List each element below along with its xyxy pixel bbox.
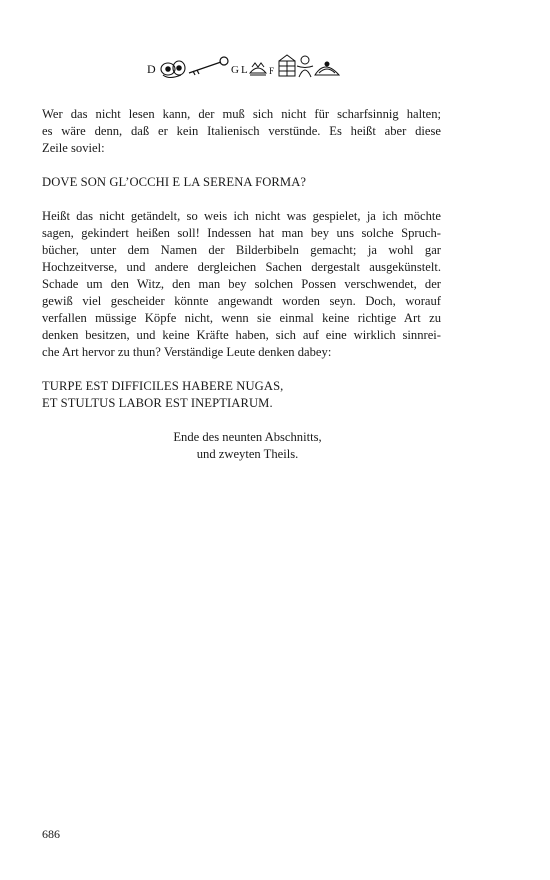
page-number: 686	[42, 827, 60, 841]
text-line: Schade um den Witz, den man bey solchen Possen verschwendet, der	[42, 277, 441, 291]
rebus-eyes-icon	[161, 61, 185, 78]
rebus-letter-d: D	[147, 62, 156, 76]
text-line: TURPE EST DIFFICILES HABERE NUGAS,	[42, 379, 284, 393]
section-closing	[42, 429, 441, 463]
text-line: sagen, gekindert heißen soll! Indessen hat man bey uns solche Spruch-	[42, 226, 441, 240]
latin-quotation	[42, 378, 441, 412]
text-line: DOVE SON GL’OCCHI E LA SERENA FORMA?	[42, 175, 307, 189]
rebus-figure-icon	[297, 56, 313, 77]
text-line: gewiß viel gescheider könnte angewandt worden seyn. Doch, worauf	[42, 294, 441, 308]
rebus-form-icon	[315, 62, 339, 75]
rebus-letter-f: F	[269, 66, 275, 76]
rebus-picture-line	[145, 53, 345, 83]
text-line: Wer das nicht lesen kann, der muß sich nicht für scharfsinnig halten;	[42, 107, 441, 121]
text-line: bücher, unter dem Namen der Bilderbibeln gemacht; ja wohl gar	[42, 243, 441, 257]
rebus-letter-l: L	[241, 64, 248, 76]
rebus-building-icon	[279, 55, 295, 76]
rebus-letter-g: G	[231, 64, 239, 76]
rebus-crown-icon	[250, 63, 266, 75]
rebus-key-icon	[189, 57, 228, 75]
body-text	[42, 106, 441, 463]
paragraph-intro	[42, 106, 441, 157]
text-line: denken besitzen, und keine Kräfte haben, sich auf eine wirklich sinnrei-	[42, 328, 441, 342]
paragraph-commentary	[42, 208, 441, 361]
text-line: verfallen müssige Köpfe nicht, wenn sie einmal keine richtige Art zu	[42, 311, 441, 325]
closing-line-1: Ende des neunten Abschnitts,	[173, 430, 322, 444]
book-page	[42, 0, 441, 880]
text-line: che Art hervor zu thun? Verständige Leute denken dabey:	[42, 345, 332, 359]
text-line: ET STULTUS LABOR EST INEPTIARUM.	[42, 396, 273, 410]
text-line: Zeile soviel:	[42, 141, 105, 155]
text-line: Hochzeitverse, und andere dergleichen Sachen dergestalt ausgekünstelt.	[42, 260, 441, 274]
closing-line-2: und zweyten Theils.	[196, 447, 299, 461]
text-line: Heißt das nicht getändelt, so weis ich nicht was gespielet, ja ich möchte	[42, 209, 441, 223]
italian-quotation	[42, 174, 441, 191]
text-line: es wäre denn, daß er kein Italienisch verstünde. Es heißt aber diese	[42, 124, 441, 138]
